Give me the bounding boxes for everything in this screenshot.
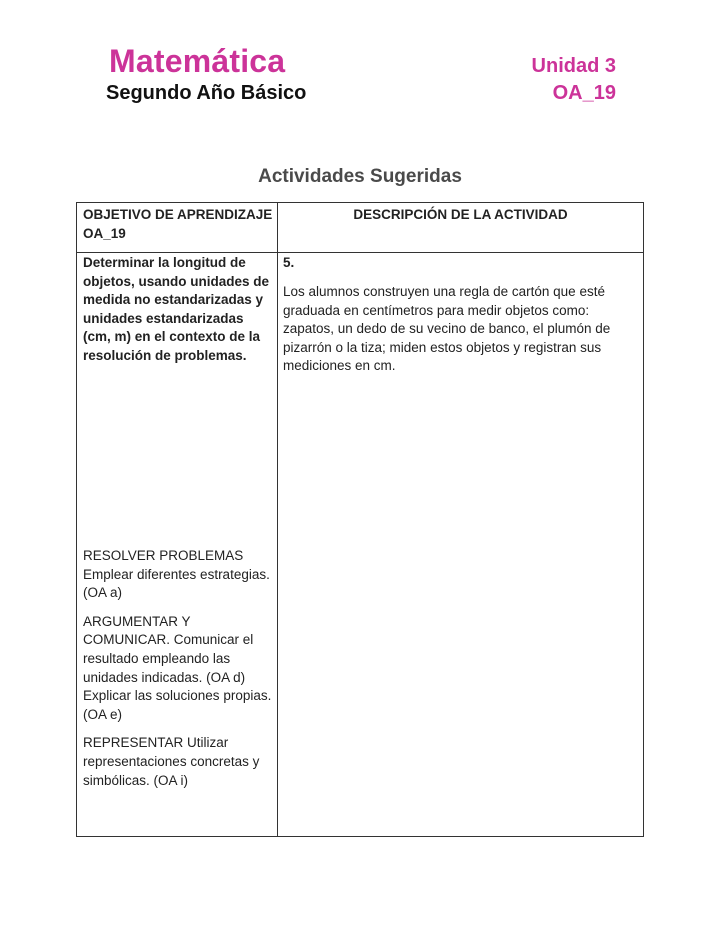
section-title: Actividades Sugeridas [258,166,462,187]
unit-label: Unidad 3 [531,55,616,77]
skills-list [83,547,275,800]
objective-code: OA_19 [552,82,616,104]
header-row-divider [77,252,643,253]
subject-title: Matemática [109,43,286,79]
skill-argumentar-comunicar: ARGUMENTAR Y COMUNICAR. Comunicar el resultado empleando las unidades indicadas. (OA d) Explicar las soluciones propias. (OA e) [83,613,272,722]
activity-description: Los alumnos construyen una regla de cartón que esté graduada en centímetros para medir objetos como: zapatos, un dedo de su vecino de banco, el plumón de pizarrón o la tiza; miden estos objetos y registran sus mediciones en cm. [283,284,611,374]
activities-table [76,202,644,837]
grade-level: Segundo Año Básico [106,82,307,104]
activity-number: 5. [283,255,295,270]
column-divider [277,203,278,836]
skill-representar: REPRESENTAR Utilizar representaciones concretas y simbólicas. (OA i) [83,735,260,788]
skill-resolver-problemas: RESOLVER PROBLEMAS Emplear diferentes estrategias. (OA a) [83,548,270,601]
table-header-objective: OBJETIVO DE APRENDIZAJE OA_19 [83,207,273,241]
table-header-description: DESCRIPCIÓN DE LA ACTIVIDAD [353,207,568,222]
learning-objective: Determinar la longitud de objetos, usando unidades de medida no estandarizadas y unidades estandarizadas (cm, m) en el contexto de la resolución de problemas. [83,255,270,363]
